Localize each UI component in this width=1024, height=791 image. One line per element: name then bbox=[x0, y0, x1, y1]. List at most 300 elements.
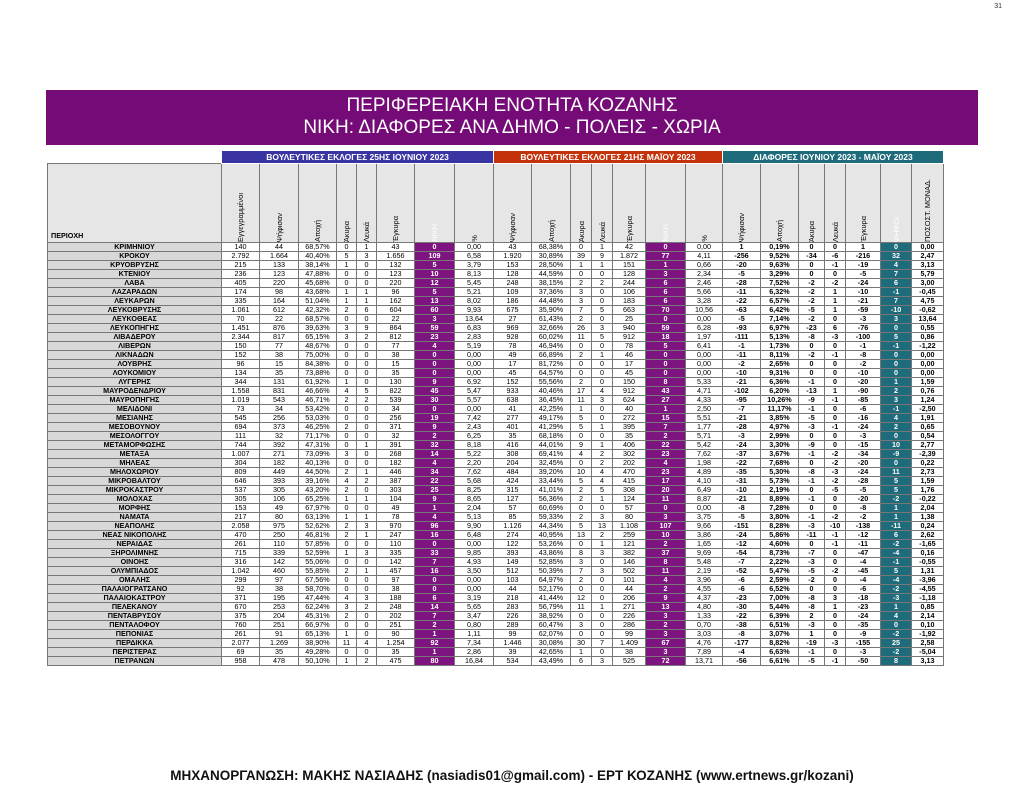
area-name: ΛΟΥΒΡΗΣ bbox=[48, 360, 222, 369]
cell: 41,44% bbox=[532, 594, 571, 603]
diff-cell: 1 bbox=[723, 243, 761, 252]
diff-cell: 2,47 bbox=[912, 252, 944, 261]
cell: 3,79 bbox=[455, 261, 494, 270]
cell: 3,28 bbox=[686, 297, 723, 306]
cell: 3 bbox=[592, 549, 613, 558]
diff-cell: 1 bbox=[825, 288, 846, 297]
area-name: ΜΕΣΟΒΟΥΝΟΥ bbox=[48, 423, 222, 432]
cell: 0,00 bbox=[455, 360, 494, 369]
cell: 2.058 bbox=[222, 522, 260, 531]
diff-cell: 8,89% bbox=[761, 495, 799, 504]
diff-cell: 0 bbox=[825, 558, 846, 567]
cell: 3 bbox=[357, 522, 377, 531]
diff-cell: -28 bbox=[846, 477, 881, 486]
cell: 80 bbox=[613, 513, 646, 522]
cell: 0 bbox=[337, 459, 357, 468]
cell: 39 bbox=[571, 252, 592, 261]
cell: 256 bbox=[260, 414, 299, 423]
cell: 0 bbox=[592, 630, 613, 639]
diff-cell: -11 bbox=[723, 288, 761, 297]
diff-cell: 6,36% bbox=[761, 378, 799, 387]
votes-diff: -10 bbox=[881, 306, 912, 315]
cell: 202 bbox=[377, 612, 415, 621]
niki-votes: 12 bbox=[415, 279, 455, 288]
diff-cell: 8,11% bbox=[761, 351, 799, 360]
cell: 0 bbox=[592, 621, 613, 630]
table-row bbox=[48, 441, 944, 450]
votes-diff: 5 bbox=[881, 486, 912, 495]
cell: 812 bbox=[377, 333, 415, 342]
cell: 9,90 bbox=[455, 522, 494, 531]
diff-cell: -63 bbox=[723, 306, 761, 315]
diff-cell: 2,58 bbox=[912, 639, 944, 648]
diff-cell: -24 bbox=[723, 531, 761, 540]
cell: 0 bbox=[571, 540, 592, 549]
diff-cell: 0 bbox=[799, 585, 825, 594]
diff-cell: -85 bbox=[846, 396, 881, 405]
diff-cell: -11 bbox=[846, 540, 881, 549]
cell: 46,66% bbox=[299, 387, 337, 396]
cell: 57 bbox=[613, 504, 646, 513]
niki-votes: 1 bbox=[415, 630, 455, 639]
diff-cell: -9 bbox=[846, 630, 881, 639]
header-label: Ψήφισαν bbox=[508, 212, 517, 242]
cell: 0 bbox=[357, 405, 377, 414]
cell: 0 bbox=[571, 630, 592, 639]
diff-cell: -138 bbox=[846, 522, 881, 531]
cell: 0 bbox=[337, 540, 357, 549]
cell: 0 bbox=[592, 315, 613, 324]
cell: 251 bbox=[377, 621, 415, 630]
diff-cell: -5,04 bbox=[912, 648, 944, 657]
cell: 0 bbox=[357, 432, 377, 441]
cell: 150 bbox=[613, 378, 646, 387]
cell: 1 bbox=[592, 351, 613, 360]
diff-cell: 2,04 bbox=[912, 504, 944, 513]
cell: 0,00 bbox=[686, 504, 723, 513]
cell: 38,14% bbox=[299, 261, 337, 270]
niki-votes: 0 bbox=[646, 369, 686, 378]
header-label: Αποχή bbox=[313, 220, 322, 242]
diff-cell: -23 bbox=[723, 594, 761, 603]
header-june-5 bbox=[377, 164, 415, 243]
area-name: ΛΥΓΕΡΗΣ bbox=[48, 378, 222, 387]
diff-cell: -1 bbox=[799, 513, 825, 522]
niki-votes: 11 bbox=[646, 495, 686, 504]
table-row bbox=[48, 450, 944, 459]
niki-votes: 9 bbox=[646, 594, 686, 603]
cell: 308 bbox=[494, 450, 532, 459]
cell: 41 bbox=[494, 405, 532, 414]
niki-votes: 0 bbox=[415, 243, 455, 252]
diff-cell: -3 bbox=[799, 522, 825, 531]
cell: 41,29% bbox=[532, 423, 571, 432]
niki-votes: 4 bbox=[415, 459, 455, 468]
diff-cell: -2 bbox=[723, 360, 761, 369]
diff-cell: -3 bbox=[825, 639, 846, 648]
cell: 53,03% bbox=[299, 414, 337, 423]
niki-votes: 2 bbox=[646, 585, 686, 594]
diff-cell: -1 bbox=[799, 378, 825, 387]
cell: 8,65 bbox=[455, 495, 494, 504]
cell: 50,10% bbox=[299, 657, 337, 666]
table-row bbox=[48, 531, 944, 540]
cell: 0 bbox=[337, 585, 357, 594]
cell: 1 bbox=[592, 540, 613, 549]
table-row bbox=[48, 324, 944, 333]
cell: 5 bbox=[571, 423, 592, 432]
cell: 0 bbox=[357, 558, 377, 567]
cell: 96 bbox=[222, 360, 260, 369]
cell: 1 bbox=[592, 423, 613, 432]
diff-cell: -20 bbox=[723, 261, 761, 270]
cell: 274 bbox=[494, 531, 532, 540]
diff-cell: -28 bbox=[723, 279, 761, 288]
niki-votes: 0 bbox=[415, 540, 455, 549]
cell: 204 bbox=[494, 459, 532, 468]
cell: 3 bbox=[592, 567, 613, 576]
votes-diff: 7 bbox=[881, 297, 912, 306]
cell: 933 bbox=[494, 387, 532, 396]
cell: 8,87 bbox=[686, 495, 723, 504]
niki-votes: 32 bbox=[415, 441, 455, 450]
cell: 302 bbox=[613, 450, 646, 459]
diff-cell: -5 bbox=[846, 270, 881, 279]
cell: 304 bbox=[222, 459, 260, 468]
cell: 0 bbox=[592, 612, 613, 621]
cell: 2 bbox=[592, 279, 613, 288]
cell: 236 bbox=[222, 270, 260, 279]
cell: 25 bbox=[613, 315, 646, 324]
header-diff-3 bbox=[825, 164, 846, 243]
cell: 5 bbox=[571, 414, 592, 423]
cell: 4 bbox=[571, 450, 592, 459]
cell: 45 bbox=[494, 369, 532, 378]
cell: 43,49% bbox=[532, 657, 571, 666]
niki-votes: 2 bbox=[646, 621, 686, 630]
diff-cell: 0 bbox=[825, 576, 846, 585]
cell: 864 bbox=[377, 324, 415, 333]
cell: 344 bbox=[222, 378, 260, 387]
cell: 5 bbox=[571, 477, 592, 486]
cell: 0 bbox=[357, 270, 377, 279]
cell: 128 bbox=[613, 270, 646, 279]
cell: 286 bbox=[613, 621, 646, 630]
cell: 744 bbox=[222, 441, 260, 450]
diff-cell: -1 bbox=[799, 648, 825, 657]
cell: 2 bbox=[337, 468, 357, 477]
header-label: Αποχή bbox=[775, 220, 784, 242]
votes-diff: -9 bbox=[881, 450, 912, 459]
cell: 134 bbox=[222, 369, 260, 378]
header-label: Λευκά bbox=[830, 221, 840, 242]
cell: 2 bbox=[357, 333, 377, 342]
cell: 1,97 bbox=[686, 333, 723, 342]
cell: 0 bbox=[357, 486, 377, 495]
cell: 928 bbox=[494, 333, 532, 342]
diff-cell: 0,54 bbox=[912, 432, 944, 441]
cell: 0,00 bbox=[455, 369, 494, 378]
cell: 6,49 bbox=[686, 486, 723, 495]
cell: 2 bbox=[571, 351, 592, 360]
title-banner bbox=[46, 90, 978, 145]
cell: 1 bbox=[357, 531, 377, 540]
diff-cell: 6 bbox=[825, 324, 846, 333]
cell: 315 bbox=[494, 486, 532, 495]
cell: 188 bbox=[377, 594, 415, 603]
niki-votes: 1 bbox=[646, 405, 686, 414]
niki-votes: 7 bbox=[646, 423, 686, 432]
cell: 97 bbox=[377, 576, 415, 585]
cell: 44 bbox=[494, 585, 532, 594]
cell: 104 bbox=[377, 495, 415, 504]
niki-votes: 13 bbox=[646, 603, 686, 612]
table-row bbox=[48, 468, 944, 477]
diff-cell: 0,10 bbox=[912, 621, 944, 630]
cell: 3 bbox=[592, 324, 613, 333]
cell: 5 bbox=[592, 486, 613, 495]
diff-cell: -2 bbox=[799, 576, 825, 585]
diff-cell: -2 bbox=[846, 513, 881, 522]
cell: 308 bbox=[613, 486, 646, 495]
cell: 0 bbox=[357, 459, 377, 468]
diff-cell: 0 bbox=[825, 405, 846, 414]
diff-cell: -95 bbox=[723, 396, 761, 405]
cell: 484 bbox=[494, 468, 532, 477]
cell: 0 bbox=[592, 414, 613, 423]
cell: 675 bbox=[494, 306, 532, 315]
niki-votes: 9 bbox=[415, 495, 455, 504]
diff-cell: -2 bbox=[825, 513, 846, 522]
cell: 5 bbox=[357, 387, 377, 396]
cell: 4,55 bbox=[686, 585, 723, 594]
cell: 35 bbox=[377, 648, 415, 657]
cell: 4,89 bbox=[686, 468, 723, 477]
diff-cell: 3,13 bbox=[912, 657, 944, 666]
cell: 335 bbox=[222, 297, 260, 306]
table-row bbox=[48, 333, 944, 342]
niki-votes: 1 bbox=[415, 648, 455, 657]
cell: 0 bbox=[337, 360, 357, 369]
cell: 47,88% bbox=[299, 270, 337, 279]
diff-cell: 10,26% bbox=[761, 396, 799, 405]
diff-cell: -2 bbox=[799, 315, 825, 324]
cell: 1.872 bbox=[613, 252, 646, 261]
cell: 8,25 bbox=[455, 486, 494, 495]
cell: 4,10 bbox=[686, 477, 723, 486]
cell: 1.019 bbox=[222, 396, 260, 405]
cell: 40,46% bbox=[532, 387, 571, 396]
diff-cell: 4,75 bbox=[912, 297, 944, 306]
cell: 502 bbox=[613, 567, 646, 576]
cell: 32,66% bbox=[532, 324, 571, 333]
diff-cell: 3,85% bbox=[761, 414, 799, 423]
cell: 251 bbox=[260, 621, 299, 630]
votes-diff: 3 bbox=[881, 315, 912, 324]
cell: 4,71 bbox=[686, 387, 723, 396]
cell: 1.409 bbox=[613, 639, 646, 648]
cell: 2 bbox=[571, 495, 592, 504]
cell: 9,93 bbox=[455, 306, 494, 315]
area-name: ΜΕΤΑΞΑ bbox=[48, 450, 222, 459]
cell: 1.254 bbox=[377, 639, 415, 648]
diff-cell: 0 bbox=[825, 342, 846, 351]
niki-votes: 16 bbox=[415, 531, 455, 540]
cell: 0 bbox=[571, 612, 592, 621]
table-row bbox=[48, 567, 944, 576]
niki-votes: 23 bbox=[646, 468, 686, 477]
cell: 2 bbox=[592, 459, 613, 468]
diff-cell: 6,39% bbox=[761, 612, 799, 621]
cell: 387 bbox=[377, 477, 415, 486]
cell: 42,25% bbox=[532, 405, 571, 414]
cell: 52,62% bbox=[299, 522, 337, 531]
cell: 2 bbox=[571, 315, 592, 324]
diff-cell: -5 bbox=[723, 315, 761, 324]
table-row bbox=[48, 405, 944, 414]
cell: 22 bbox=[377, 315, 415, 324]
cell: 2,46 bbox=[686, 279, 723, 288]
votes-diff: 5 bbox=[881, 333, 912, 342]
diff-cell: -21 bbox=[723, 495, 761, 504]
cell: 35 bbox=[613, 432, 646, 441]
cell: 382 bbox=[613, 549, 646, 558]
cell: 5,48 bbox=[686, 558, 723, 567]
diff-cell: 0 bbox=[825, 549, 846, 558]
area-name: ΠΕΡΔΙΚΚΑ bbox=[48, 639, 222, 648]
cell: 3 bbox=[357, 549, 377, 558]
niki-votes: 43 bbox=[646, 387, 686, 396]
cell: 50,39% bbox=[532, 567, 571, 576]
cell: 38 bbox=[260, 351, 299, 360]
cell: 133 bbox=[260, 261, 299, 270]
area-name: ΜΑΥΡΟΠΗΓΗΣ bbox=[48, 396, 222, 405]
cell: 2 bbox=[571, 513, 592, 522]
cell: 1.061 bbox=[222, 306, 260, 315]
header-june-3 bbox=[337, 164, 357, 243]
diff-cell: 1 bbox=[825, 387, 846, 396]
diff-cell: -7 bbox=[723, 558, 761, 567]
cell: 26 bbox=[571, 324, 592, 333]
cell: 5,68 bbox=[455, 477, 494, 486]
diff-cell: -3 bbox=[799, 621, 825, 630]
cell: 6 bbox=[357, 306, 377, 315]
cell: 2 bbox=[337, 567, 357, 576]
niki-votes: 4 bbox=[646, 576, 686, 585]
cell: 405 bbox=[222, 279, 260, 288]
cell: 646 bbox=[222, 477, 260, 486]
cell: 78 bbox=[613, 342, 646, 351]
cell: 2 bbox=[571, 486, 592, 495]
diff-cell: -1 bbox=[825, 657, 846, 666]
diff-cell: 2,77 bbox=[912, 441, 944, 450]
cell: 5,33 bbox=[686, 378, 723, 387]
diff-cell: -93 bbox=[723, 324, 761, 333]
diff-cell: 5,44% bbox=[761, 603, 799, 612]
cell: 2 bbox=[571, 279, 592, 288]
cell: 28,50% bbox=[532, 261, 571, 270]
diff-cell: -24 bbox=[846, 612, 881, 621]
cell: 53,26% bbox=[532, 540, 571, 549]
diff-cell: 6,61% bbox=[761, 657, 799, 666]
cell: 1 bbox=[357, 288, 377, 297]
cell: 2 bbox=[337, 306, 357, 315]
cell: 0 bbox=[592, 585, 613, 594]
cell: 2.792 bbox=[222, 252, 260, 261]
table-row bbox=[48, 360, 944, 369]
votes-diff: 1 bbox=[881, 504, 912, 513]
diff-cell: -2 bbox=[799, 279, 825, 288]
cell: 220 bbox=[377, 279, 415, 288]
cell: 7,34 bbox=[455, 639, 494, 648]
niki-votes: 107 bbox=[646, 522, 686, 531]
cell: 401 bbox=[494, 423, 532, 432]
cell: 32,45% bbox=[532, 459, 571, 468]
cell: 8 bbox=[571, 549, 592, 558]
header-label: Έγκυρα bbox=[391, 216, 400, 242]
cell: 66,97% bbox=[299, 621, 337, 630]
niki-votes: 10 bbox=[415, 270, 455, 279]
cell: 4 bbox=[357, 639, 377, 648]
area-name: ΛΙΚΝΑΔΩΝ bbox=[48, 351, 222, 360]
niki-votes: 18 bbox=[646, 333, 686, 342]
header-label: Άκυρα bbox=[342, 220, 351, 242]
cell: 5,21 bbox=[455, 288, 494, 297]
diff-cell: -151 bbox=[723, 522, 761, 531]
cell: 49,17% bbox=[532, 414, 571, 423]
votes-diff: 1 bbox=[881, 603, 912, 612]
cell: 65,13% bbox=[299, 630, 337, 639]
cell: 1 bbox=[357, 468, 377, 477]
niki-votes: 33 bbox=[415, 549, 455, 558]
header-diff-5 bbox=[881, 164, 912, 243]
diff-cell: -38 bbox=[723, 621, 761, 630]
title-line-2: ΝΙΚΗ: ΔΙΑΦΟΡΕΣ ΑΝΑ ΔΗΜΟ - ΠΟΛΕΙΣ - ΧΩΡΙΑ bbox=[303, 117, 721, 138]
cell: 1 bbox=[357, 567, 377, 576]
table-row bbox=[48, 288, 944, 297]
cell: 0,00 bbox=[686, 369, 723, 378]
diff-cell: 0 bbox=[825, 378, 846, 387]
header-may-2 bbox=[571, 164, 592, 243]
table-row bbox=[48, 387, 944, 396]
cell: 90 bbox=[377, 630, 415, 639]
cell: 2 bbox=[337, 423, 357, 432]
diff-cell: -2 bbox=[799, 351, 825, 360]
cell: 11 bbox=[337, 639, 357, 648]
cell: 3 bbox=[592, 396, 613, 405]
cell: 0,00 bbox=[686, 351, 723, 360]
cell: 4 bbox=[337, 477, 357, 486]
cell: 449 bbox=[260, 468, 299, 477]
niki-votes: 3 bbox=[646, 270, 686, 279]
cell: 2 bbox=[337, 531, 357, 540]
diff-cell: 1,59 bbox=[912, 477, 944, 486]
diff-cell: 2,22% bbox=[761, 558, 799, 567]
cell: 5,71 bbox=[686, 432, 723, 441]
diff-cell: -8 bbox=[846, 504, 881, 513]
cell: 7,62 bbox=[455, 468, 494, 477]
cell: 1 bbox=[592, 495, 613, 504]
diff-cell: 4,97% bbox=[761, 423, 799, 432]
cell: 65,25% bbox=[299, 495, 337, 504]
cell: 375 bbox=[222, 612, 260, 621]
diff-cell: -3 bbox=[825, 333, 846, 342]
cell: 0 bbox=[571, 342, 592, 351]
diff-cell: 3,30% bbox=[761, 441, 799, 450]
diff-cell: -22 bbox=[723, 459, 761, 468]
diff-cell: -22 bbox=[723, 297, 761, 306]
area-name: ΜΕΣΟΛΟΓΓΟΥ bbox=[48, 432, 222, 441]
